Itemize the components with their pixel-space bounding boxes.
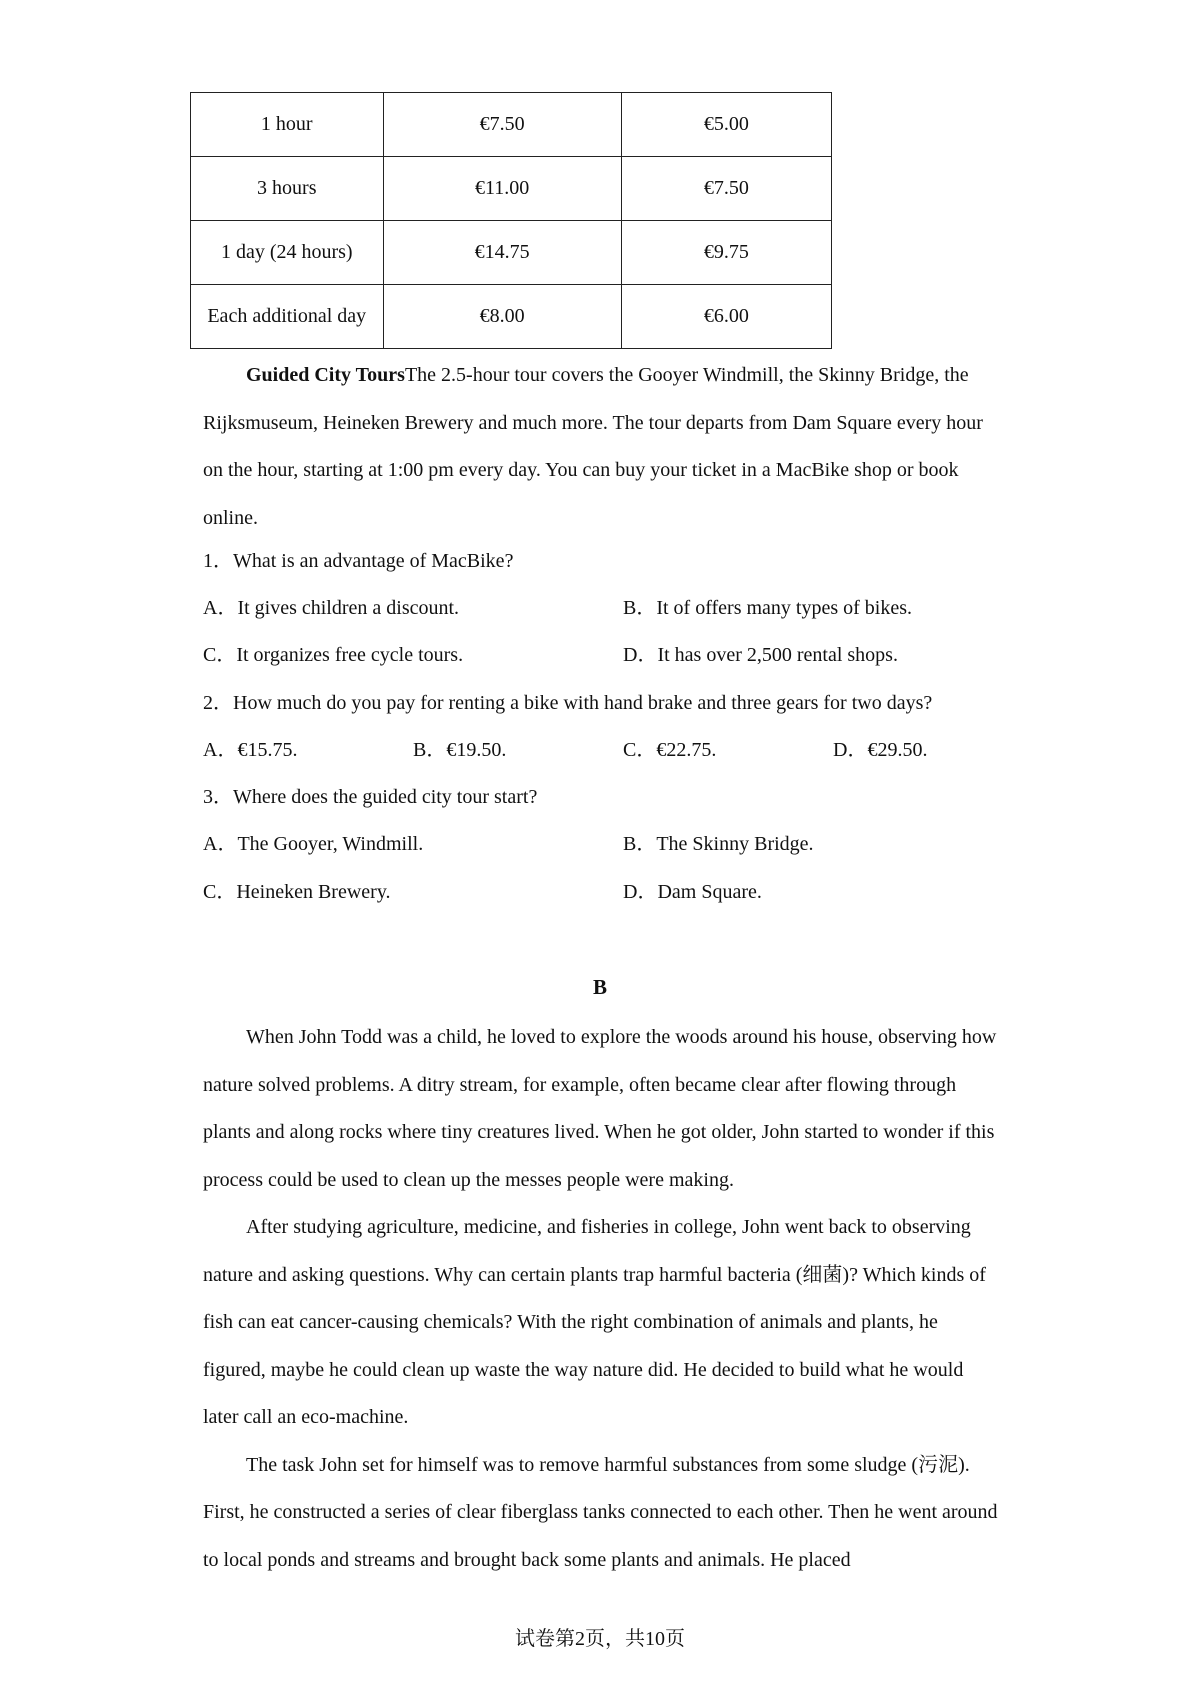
passage-b <box>203 1014 1003 1584</box>
page-footer: 试卷第2页，共10页 <box>515 1628 685 1650</box>
passage-paragraph: When John Todd was a child, he loved to explore the woods around his house, observing how nature solved problems. A ditry stream, for example, often became clear after flowing through plants and along rocks where tiny creatures lived. When he got older, John started to wonder if this process could be used to clean up the messes people were making. <box>203 1026 997 1191</box>
price-cell: €8.00 <box>383 285 621 349</box>
price-cell: €7.50 <box>383 93 621 157</box>
question-2-option-a[interactable]: A．€15.75. <box>203 739 298 761</box>
section-title: B <box>592 975 607 999</box>
question-2-stem: 2．How much do you pay for renting a bike with hand brake and three gears for two days? <box>203 692 933 714</box>
price-cell: €9.75 <box>621 221 831 285</box>
table-row <box>191 93 832 157</box>
passage-paragraph: The task John set for himself was to remove harmful substances from some sludge (污泥). First, he constructed a series of clear fiberglass tanks connected to each other. Then he went around to local ponds and streams and brought back some plants and animals. He placed <box>203 1453 998 1571</box>
question-1-option-d[interactable]: D．It has over 2,500 rental shops. <box>623 644 898 666</box>
price-cell: €11.00 <box>383 157 621 221</box>
question-3-option-c[interactable]: C．Heineken Brewery. <box>203 881 391 903</box>
duration-cell: 1 hour <box>191 93 384 157</box>
duration-cell: 3 hours <box>191 157 384 221</box>
question-1-option-b[interactable]: B．It of offers many types of bikes. <box>623 597 913 619</box>
duration-cell: 1 day (24 hours) <box>191 221 384 285</box>
price-cell: €7.50 <box>621 157 831 221</box>
question-2-option-d[interactable]: D．€29.50. <box>833 739 928 761</box>
question-1-option-a[interactable]: A．It gives children a discount. <box>203 597 460 619</box>
duration-cell: Each additional day <box>191 285 384 349</box>
price-cell: €6.00 <box>621 285 831 349</box>
guided-tours-paragraph <box>203 352 1003 542</box>
price-cell: €14.75 <box>383 221 621 285</box>
question-1-stem: 1．What is an advantage of MacBike? <box>203 550 514 572</box>
question-2-option-b[interactable]: B．€19.50. <box>413 739 507 761</box>
question-3-option-d[interactable]: D．Dam Square. <box>623 881 762 903</box>
price-table <box>190 92 832 349</box>
price-cell: €5.00 <box>621 93 831 157</box>
table-row <box>191 285 832 349</box>
passage-paragraph: After studying agriculture, medicine, and fisheries in college, John went back to observing nature and asking questions. Why can certain plants trap harmful bacteria (细菌)? Which kinds of fish can eat cancer-causing chemicals? With the right combination of animals and plants, he figured, maybe he could clean up waste the way nature did. He decided to build what he would later call an eco-machine. <box>203 1216 986 1428</box>
guided-tours-body: The 2.5-hour tour covers the Gooyer Windmill, the Skinny Bridge, the Rijksmuseum, Heineken Brewery and much more. The tour departs from Dam Square every hour on the hour, starting at 1:00 pm every day. You can buy your ticket in a MacBike shop or book online. <box>203 364 983 529</box>
question-1-option-c[interactable]: C．It organizes free cycle tours. <box>203 644 464 666</box>
table-row <box>191 221 832 285</box>
question-3-stem: 3．Where does the guided city tour start? <box>203 786 538 808</box>
question-3-option-b[interactable]: B．The Skinny Bridge. <box>623 833 814 855</box>
question-3-option-a[interactable]: A．The Gooyer, Windmill. <box>203 833 424 855</box>
table-row <box>191 157 832 221</box>
question-2-option-c[interactable]: C．€22.75. <box>623 739 717 761</box>
guided-tours-heading: Guided City Tours <box>246 364 405 386</box>
